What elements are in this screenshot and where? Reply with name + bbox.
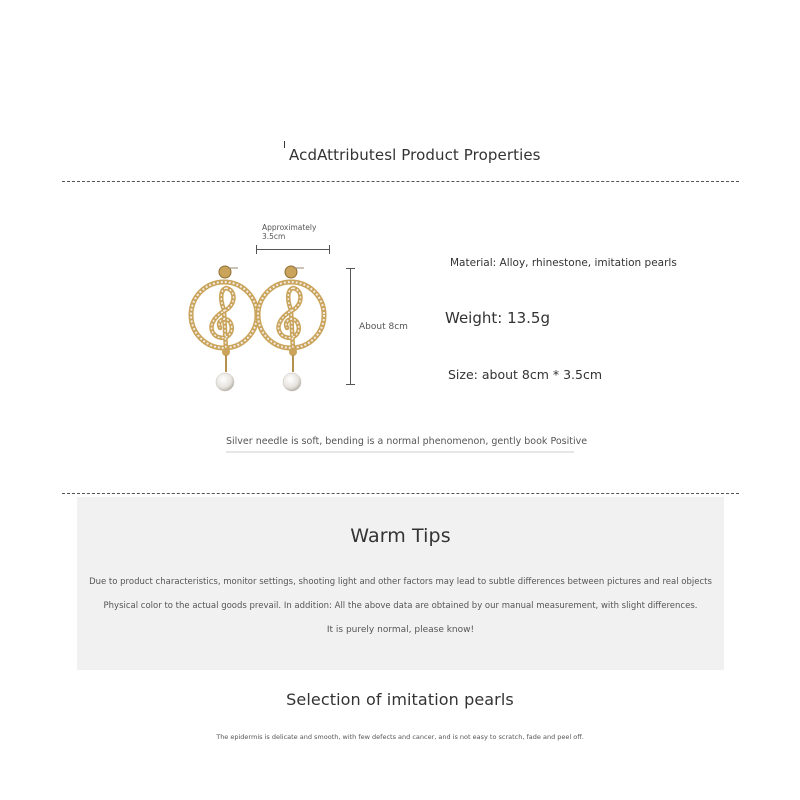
section-title-product-properties: AcdAttributesl Product Properties [289, 146, 541, 164]
width-dimension-label: Approximately 3.5cm [262, 223, 317, 241]
earring-right [258, 266, 324, 391]
pearls-title: Selection of imitation pearls [286, 690, 514, 709]
divider-middle [62, 493, 739, 494]
width-dimension-tick-left [256, 245, 257, 254]
width-dimension-line [256, 249, 330, 250]
earrings-image [180, 260, 330, 400]
width-dimension-tick-right [329, 245, 330, 254]
material-text: Material: Alloy, rhinestone, imitation pearls [450, 257, 677, 269]
height-dimension-label: About 8cm [359, 322, 408, 332]
pearls-description: The epidermis is delicate and smooth, with few defects and cancer, and is not easy to scratch, fade and peel off. [216, 733, 584, 741]
size-text: Size: about 8cm * 3.5cm [448, 367, 603, 382]
warm-tips-line-2: Physical color to the actual goods prevail. In addition: All the above data are obtained by our manual measurement, with slight differences. [103, 601, 698, 611]
warm-tips-line-3: It is purely normal, please know! [326, 625, 475, 635]
earring-left [191, 266, 257, 391]
warm-tips-line-1: Due to product characteristics, monitor settings, shooting light and other factors may lead to subtle differences between pictures and real objects [89, 577, 712, 587]
divider-top [62, 181, 739, 182]
needle-note: Silver needle is soft, bending is a normal phenomenon, gently book Positive [226, 436, 588, 447]
height-dimension-tick-top [346, 268, 355, 269]
weight-text: Weight: 13.5g [445, 309, 550, 327]
warm-tips-title: Warm Tips [350, 525, 451, 547]
height-dimension-line [350, 268, 351, 385]
needle-note-underline [226, 451, 574, 453]
title-tick [284, 141, 285, 148]
height-dimension-tick-bottom [346, 384, 355, 385]
